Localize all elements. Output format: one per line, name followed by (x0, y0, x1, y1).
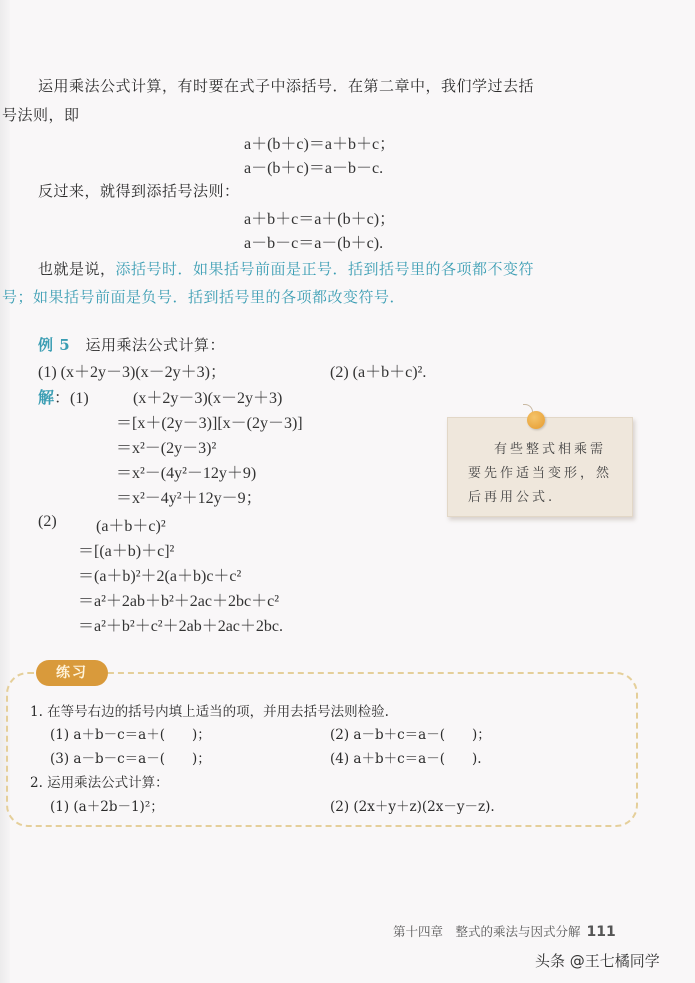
reverse-text: 反过来，就得到添括号法则： (38, 182, 240, 200)
solution-1-step-2: ＝x²－(2y－3)² (116, 440, 217, 457)
page-footer (393, 922, 616, 940)
side-note-card (447, 417, 633, 517)
practice-q1-item-4: (4) a＋b＋c＝a－( ). (330, 751, 482, 767)
page-number: 111 (586, 924, 616, 940)
practice-q2-item-2: (2) (2x＋y＋z)(2x－y－z). (330, 799, 495, 815)
solution-2-step-1: ＝[(a＋b)＋c]² (78, 543, 175, 560)
practice-q2-item-1: (1) (a＋2b－1)²； (50, 799, 164, 815)
intro-line-1: 运用乘法公式计算，有时要在式子中添括号．在第二章中，我们学过去括 (38, 77, 535, 95)
solution-1-label: ：(1) (54, 390, 89, 407)
pushpin-icon (527, 411, 545, 429)
example-title: 运用乘法公式计算： (85, 336, 225, 354)
rule-prefix: 也就是说， (38, 260, 116, 278)
practice-q1-item-1: (1) a＋b－c＝a＋( )； (50, 727, 211, 743)
rule-statement-line-1 (38, 258, 534, 279)
practice-q1-item-2: (2) a－b＋c＝a－( )； (330, 727, 491, 743)
rule-highlight-1: 添括号时．如果括号前面是正号．括到括号里的各项都不变符 (115, 260, 535, 278)
solution-1-step-4: ＝x²－4y²＋12y－9； (116, 490, 262, 507)
solution-2-step-4: ＝a²＋b²＋c²＋2ab＋2ac＋2bc. (78, 618, 284, 635)
example-problem-1: (1) (x＋2y－3)(x－2y＋3)； (38, 364, 226, 381)
note-line-3: 后再用公式. (468, 490, 556, 505)
watermark: 头条 @王七橘同学 (535, 952, 660, 970)
solution-1-header (38, 385, 89, 408)
example-problem-2: (2) (a＋b＋c)². (330, 364, 427, 381)
practice-q1-title: 1. 在等号右边的括号内填上适当的项，并用去括号法则检验. (30, 704, 389, 720)
note-line-1: 有些整式相乘需 (494, 442, 607, 457)
solution-2-step-0: (a＋b＋c)² (96, 518, 166, 535)
solution-2-label: (2) (38, 513, 57, 530)
add-rule-2: a－b－c＝a－(b＋c). (244, 235, 384, 252)
example-header (38, 334, 225, 355)
solution-label: 解 (38, 390, 55, 407)
page-edge (0, 0, 10, 983)
example-label: 例 5 (38, 336, 71, 354)
solution-1-step-1: ＝[x＋(2y－3)][x－(2y－3)] (116, 415, 303, 432)
rule-statement-line-2: 号；如果括号前面是负号．括到括号里的各项都改变符号． (2, 288, 406, 306)
remove-rule-1: a＋(b＋c)＝a＋b＋c； (244, 136, 396, 153)
intro-line-2: 号法则，即 (2, 106, 80, 124)
solution-1-step-3: ＝x²－(4y²－12y＋9) (116, 465, 257, 482)
remove-rule-2: a－(b＋c)＝a－b－c. (244, 160, 384, 177)
practice-q2-title: 2. 运用乘法公式计算： (30, 775, 169, 791)
solution-2-step-2: ＝(a＋b)²＋2(a＋b)c＋c² (78, 568, 242, 585)
solution-2-step-3: ＝a²＋2ab＋b²＋2ac＋2bc＋c² (78, 593, 280, 610)
solution-1-step-0: (x＋2y－3)(x－2y＋3) (133, 390, 283, 407)
add-rule-1: a＋b＋c＝a＋(b＋c)； (244, 211, 396, 228)
note-line-2: 要先作适当变形，然 (468, 466, 613, 481)
practice-tab: 练习 (36, 660, 108, 686)
chapter-title: 第十四章 整式的乘法与因式分解 (393, 924, 581, 939)
practice-q1-item-3: (3) a－b－c＝a－( )； (50, 751, 211, 767)
